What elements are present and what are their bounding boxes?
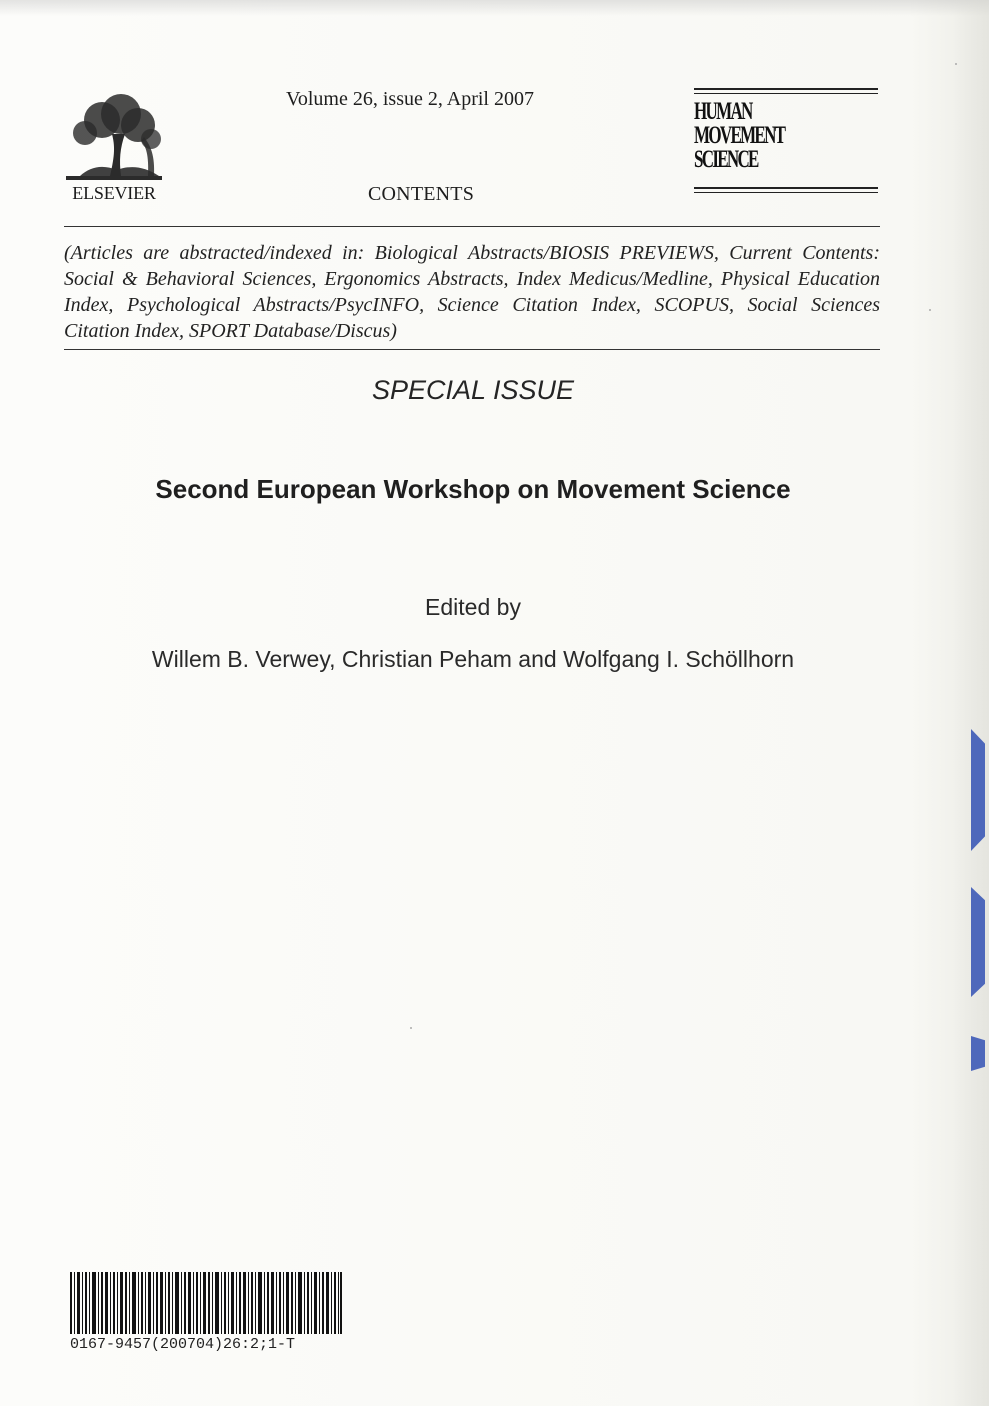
paper-speck	[410, 1027, 412, 1029]
editor-names: Willem B. Verwey, Christian Peham and Wolfgang I. Schöllhorn	[151, 646, 795, 672]
journal-logo-top-rule	[694, 88, 878, 94]
volume-issue-date: Volume 26, issue 2, April 2007	[286, 88, 534, 110]
barcode-number: 0167-9457(200704)26:2;1-T	[70, 1336, 296, 1353]
blue-edge-mark	[971, 887, 985, 997]
indexing-top-divider	[64, 226, 880, 227]
top-shadow	[0, 0, 989, 16]
blue-edge-mark	[971, 1036, 985, 1071]
elsevier-logo	[60, 94, 168, 206]
paper-speck	[955, 63, 957, 65]
blue-edge-mark	[971, 729, 985, 851]
indexing-note: (Articles are abstracted/indexed in: Biological Abstracts/BIOSIS PREVIEWS, Current Contents: Social & Behavioral Sciences, Ergonomics Abstracts, Index Medicus/Medline, Physical Education Index, Psychological Abstracts/PsycINFO, Science Citation Index, SCOPUS, Social Sciences Citation Index, SPORT Database/Discus)	[64, 242, 880, 342]
contents-heading: CONTENTS	[368, 183, 475, 205]
publisher-name: ELSEVIER	[72, 183, 156, 203]
special-issue-label: SPECIAL ISSUE	[371, 375, 575, 405]
journal-logo-bottom-rule	[694, 187, 878, 193]
paper-edge-shading	[953, 0, 989, 1406]
tree-logo-icon	[60, 94, 168, 182]
indexing-bottom-divider	[64, 349, 880, 350]
journal-logo	[694, 88, 878, 194]
special-issue-title: Second European Workshop on Movement Science	[155, 474, 791, 504]
paper-speck	[929, 309, 931, 311]
barcode	[70, 1272, 342, 1334]
journal-title: HUMAN MOVEMENT SCIENCE	[694, 98, 785, 173]
edited-by-label: Edited by	[425, 594, 521, 620]
